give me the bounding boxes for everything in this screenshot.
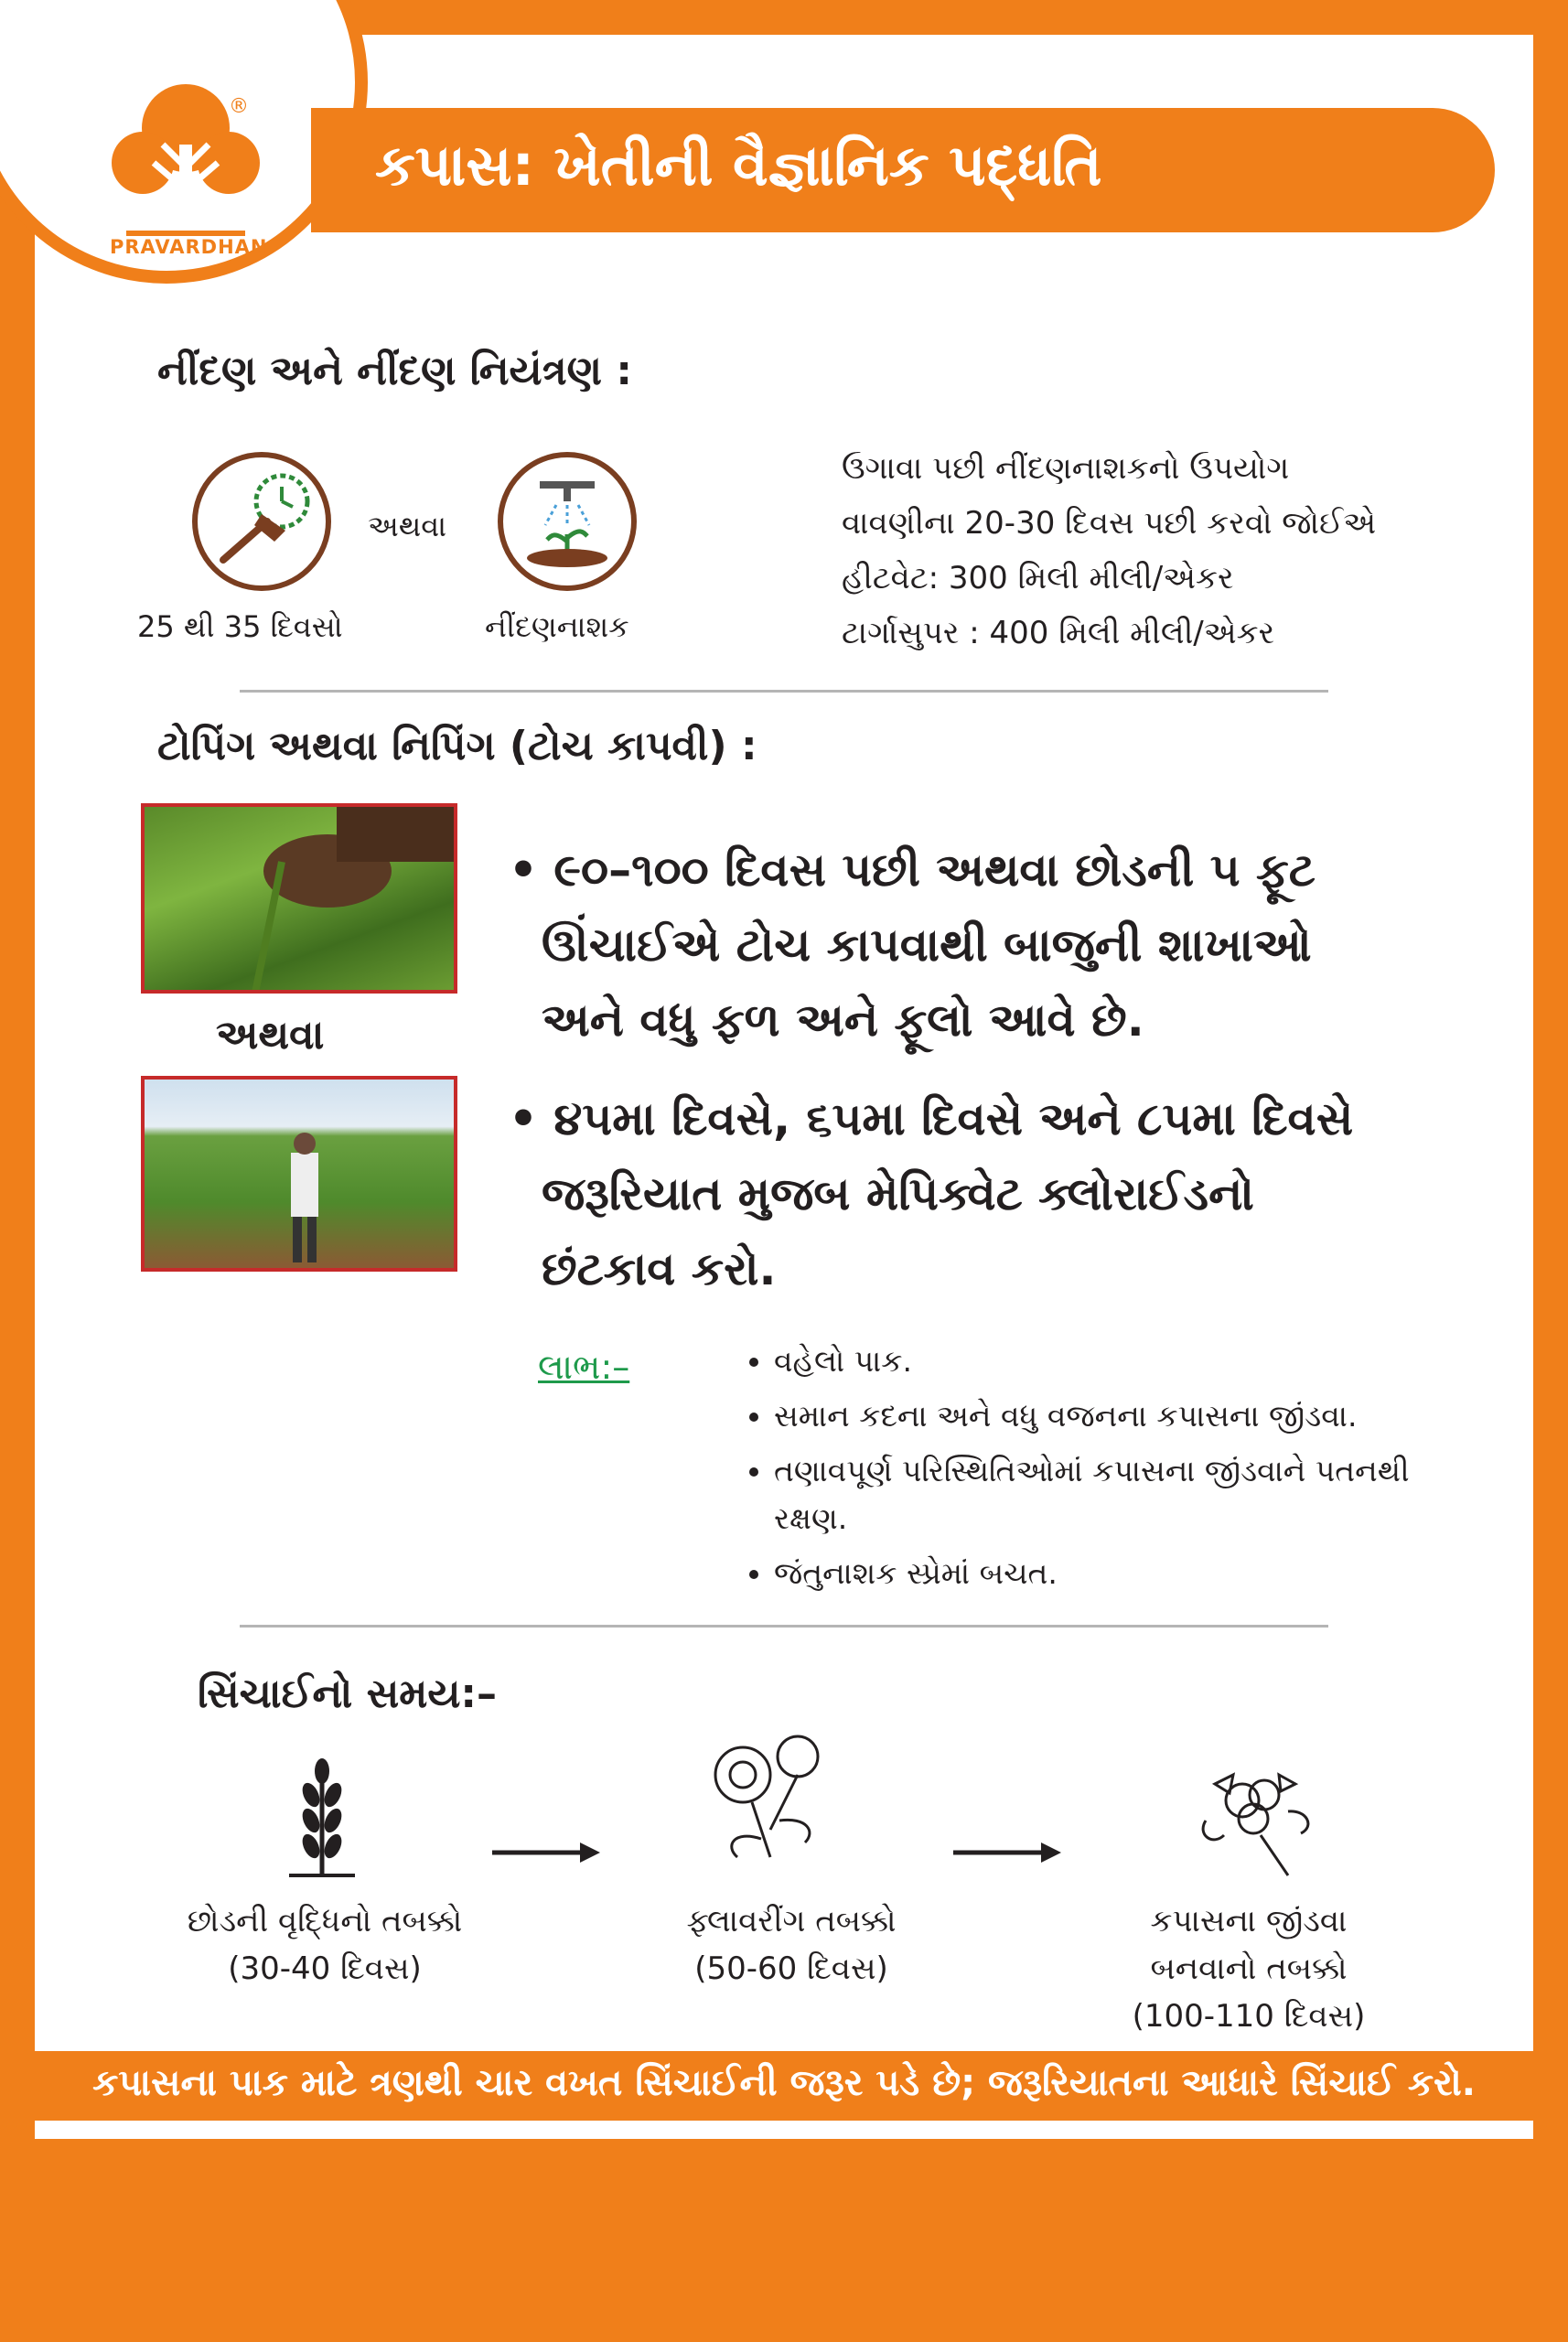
- topping-bullet-2-line: છંટકાવ કરો.: [542, 1242, 777, 1295]
- or-label: અથવા: [368, 509, 447, 543]
- topping-hand-photo: [141, 803, 457, 994]
- arrow-right-icon: [492, 1839, 602, 1866]
- weeding-heading: નીંદણ અને નીંદણ નિયંત્રણ :: [157, 348, 632, 394]
- page-title: કપાસ: ખેતીની વૈજ્ઞાનિક પદ્ધતિ: [375, 132, 1102, 199]
- stage-2-days: (50-60 દિવસ): [694, 1950, 888, 1987]
- sprayer-seedling-icon: [498, 452, 637, 591]
- benefit-item: • સમાન કદના અને વધુ વજનના કપાસના જીંડવા.: [774, 1392, 1482, 1440]
- benefit-item: • વહેલો પાક.: [774, 1338, 1482, 1385]
- or-label-topping: અથવા: [216, 1012, 325, 1058]
- topping-bullet-1-line: અને વધુ ફળ અને ફૂલો આવે છે.: [542, 994, 1144, 1047]
- brand-name: PRAVARDHAN: [110, 236, 268, 258]
- herbicide-info-line: હીટવેટ: 300 મિલી મીલી/એકર: [842, 560, 1234, 596]
- herbicide-info-line: વાવણીના 20-30 દિવસ પછી કરવો જોઈએ: [842, 505, 1377, 542]
- section-divider: [240, 690, 1328, 693]
- topping-bullet-2: [509, 1081, 1353, 1306]
- stage-3-days: (100-110 દિવસ): [1132, 1998, 1366, 2035]
- herbicide-info: [842, 441, 1376, 661]
- arrow-right-icon: [953, 1839, 1063, 1866]
- benefit-item: • તણાવપૂર્ણ પરિસ્થિતિઓમાં કપાસના જીંડવાને પતનથી રક્ષણ.: [774, 1447, 1482, 1542]
- topping-bullet-2-line: • ૪૫મા દિવસે, ૬૫મા દિવસે અને ૮૫મા દિવસે: [509, 1092, 1354, 1145]
- benefits-list: [732, 1338, 1482, 1605]
- stage-2-label: [585, 1897, 997, 1993]
- topping-bullet-1-line: • ૯૦–૧૦૦ દિવસ પછી અથવા છોડની ૫ ફૂટ: [509, 843, 1316, 897]
- timer-trowel-icon: [192, 452, 331, 591]
- cotton-flower-icon: [697, 1729, 834, 1866]
- stage-1-days: (30-40 દિવસ): [228, 1950, 422, 1987]
- irrigation-heading: સિંચાઈનો સમય:–: [198, 1671, 497, 1717]
- footer-stripe: [254, 2190, 1568, 2342]
- topping-bullet-2-line: જરૂરિયાત મુજબ મેપિક્વેટ ક્લોરાઈડનો: [542, 1167, 1254, 1220]
- benefit-item: • જંતુનાશક સ્પ્રેમાં બચત.: [774, 1550, 1482, 1597]
- cotton-boll-icon: [1187, 1747, 1325, 1885]
- stage-1-name: છોડની વૃદ્ધિનો તબક્કો: [187, 1903, 463, 1939]
- stage-1-label: [119, 1897, 531, 1993]
- wheat-icon: [285, 1755, 359, 1883]
- icon1-caption: 25 થી 35 દિવસો: [137, 609, 343, 644]
- topping-bullet-1: [509, 833, 1316, 1058]
- icon2-caption: નીંદણનાશક: [485, 609, 629, 644]
- benefits-label: લાભ:–: [538, 1347, 630, 1387]
- section-divider: [240, 1625, 1328, 1628]
- topping-heading: ટોપિંગ અથવા નિપિંગ (ટોચ કાપવી) :: [157, 723, 757, 769]
- herbicide-info-line: ટાર્ગાસુપર : 400 મિલી મીલી/એકર: [842, 615, 1275, 651]
- stage-2-name: ફ્લાવરીંગ તબક્કો: [686, 1903, 897, 1939]
- herbicide-info-line: ઉગાવા પછી નીંદણનાશકનો ઉપયોગ: [842, 450, 1290, 487]
- bottom-banner-text: કપાસના પાક માટે ત્રણથી ચાર વખત સિંચાઈની જરૂર પડે છે; જરૂરિયાતના આધારે સિંચાઈ કરો.: [92, 2062, 1476, 2104]
- stage-3-name: કપાસના જીંડવા: [1150, 1903, 1348, 1939]
- stage-3-label: [1043, 1897, 1455, 2040]
- bottom-banner: [0, 2051, 1568, 2121]
- spraying-field-photo: [141, 1076, 457, 1272]
- title-bar: [311, 108, 1495, 232]
- registered-mark: ®: [229, 95, 249, 118]
- stage-3-name-2: બનવાનો તબક્કો: [1150, 1950, 1348, 1987]
- topping-bullet-1-line: ઊંચાઈએ ટોચ કાપવાથી બાજુની શાખાઓ: [542, 919, 1312, 972]
